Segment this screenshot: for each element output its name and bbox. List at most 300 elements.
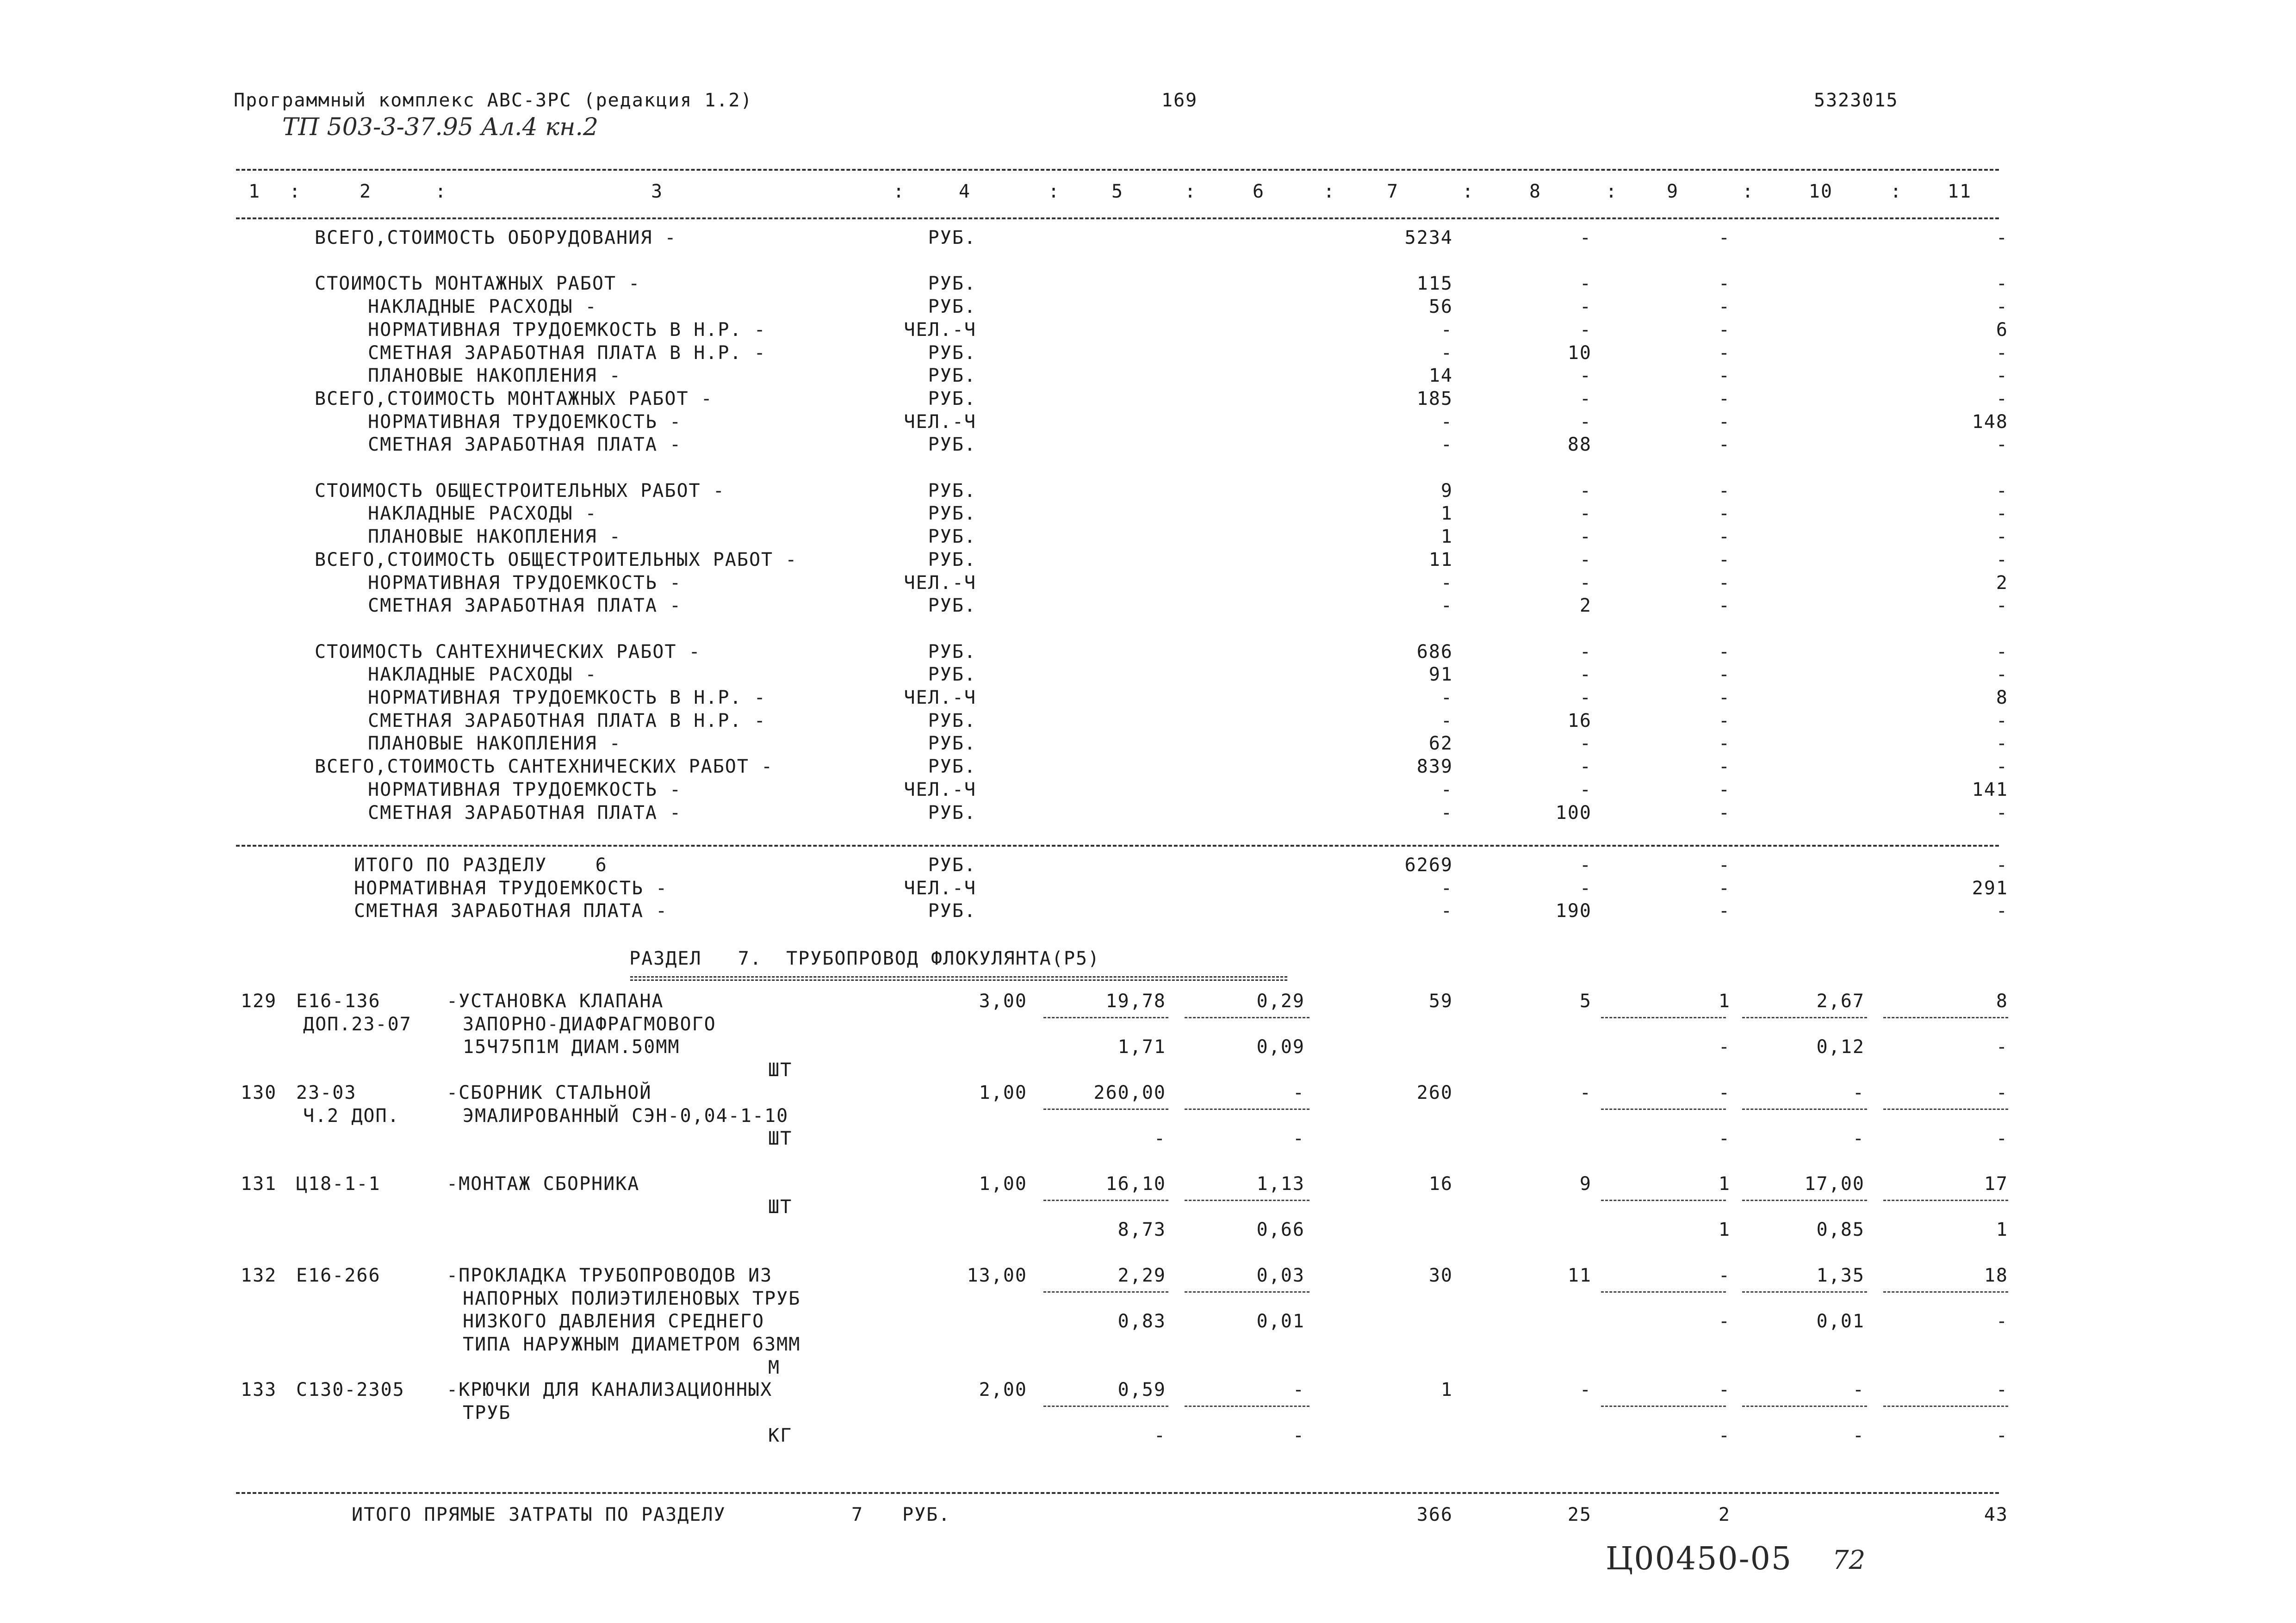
item-c11-sub: 1 [1996, 1219, 2008, 1241]
summary-c8: - [1579, 572, 1592, 594]
summary-c8: - [1579, 687, 1592, 708]
item-c8: 5 [1579, 991, 1592, 1012]
summary-c8: 16 [1567, 710, 1592, 731]
item-number: 131 [241, 1173, 277, 1195]
fraction-rule [1601, 1406, 1726, 1407]
total-unit: РУБ. [928, 855, 976, 876]
document-number: 5323015 [1814, 90, 1899, 111]
summary-c7: 62 [1428, 733, 1453, 755]
summary-unit: ЧЕЛ.-Ч [904, 319, 976, 341]
item-c11: 17 [1984, 1173, 2008, 1195]
summary-c7: 5234 [1404, 227, 1453, 248]
item-c5: 2,29 [1117, 1265, 1166, 1286]
summary-c9: - [1718, 733, 1731, 755]
item-c8: - [1579, 1082, 1592, 1103]
summary-c11: - [1996, 480, 2008, 502]
item-code: Е16-266 [296, 1265, 381, 1286]
summary-c11: - [1996, 365, 2008, 387]
column-number: 5 [1111, 181, 1124, 202]
item-c11: - [1996, 1379, 2008, 1400]
total-c9: - [1718, 877, 1731, 899]
summary-c7: 839 [1416, 756, 1453, 778]
summary-c9: - [1718, 595, 1731, 617]
fraction-rule [1185, 1017, 1309, 1018]
section7-total-rule [236, 1492, 1999, 1494]
item-c10-sub: 0,01 [1816, 1311, 1865, 1332]
column-separator-dots: : [1606, 181, 1618, 202]
summary-unit: РУБ. [928, 273, 976, 295]
summary-c9: - [1718, 549, 1731, 570]
summary-c7: - [1440, 342, 1453, 364]
summary-c11: - [1996, 434, 2008, 456]
column-separator-dots: : [435, 181, 447, 202]
summary-c7: 91 [1428, 664, 1453, 686]
summary-c9: - [1718, 388, 1731, 409]
total-c11: 291 [1972, 877, 2008, 899]
summary-c8: - [1579, 273, 1592, 295]
summary-c7: - [1440, 319, 1453, 341]
item-c10: - [1852, 1379, 1865, 1400]
summary-unit: РУБ. [928, 664, 976, 686]
summary-c7: 1 [1440, 526, 1453, 548]
summary-unit: РУБ. [928, 641, 976, 663]
summary-label: ПЛАНОВЫЕ НАКОПЛЕНИЯ - [368, 733, 621, 755]
fraction-rule [1601, 1017, 1726, 1018]
summary-c11: 141 [1972, 779, 2008, 800]
summary-c7: - [1440, 595, 1453, 617]
summary-c9: - [1718, 664, 1731, 686]
item-code: ДОП.23-07 [303, 1013, 412, 1035]
item-c5-sub: 1,71 [1117, 1036, 1166, 1058]
summary-c8: - [1579, 549, 1592, 570]
summary-c9: - [1718, 273, 1731, 295]
summary-unit: ЧЕЛ.-Ч [904, 572, 976, 594]
summary-c8: 88 [1567, 434, 1592, 456]
item-c9-sub: - [1718, 1128, 1731, 1150]
total-c8: - [1579, 877, 1592, 899]
section7-total-c11: 43 [1984, 1504, 2008, 1525]
summary-c11: - [1996, 342, 2008, 364]
fraction-rule [1883, 1109, 2008, 1110]
fraction-rule [1601, 1109, 1726, 1110]
summary-c11: - [1996, 296, 2008, 318]
item-c9: - [1718, 1082, 1731, 1103]
column-separator-dots: : [1185, 181, 1197, 202]
summary-c9: - [1718, 756, 1731, 778]
item-c6-sub: 0,09 [1256, 1036, 1305, 1058]
total-c7: - [1440, 877, 1453, 899]
summary-c11: - [1996, 664, 2008, 686]
item-c8: 9 [1579, 1173, 1592, 1195]
summary-c9: - [1718, 641, 1731, 663]
total-unit: РУБ. [928, 900, 976, 922]
fraction-rule [1883, 1200, 2008, 1201]
summary-c9: - [1718, 526, 1731, 548]
fraction-rule [1043, 1200, 1168, 1201]
section7-total-label: ИТОГО ПРЯМЫЕ ЗАТРАТЫ ПО РАЗДЕЛУ [352, 1504, 726, 1525]
item-c10-sub: - [1852, 1425, 1865, 1447]
summary-c11: - [1996, 388, 2008, 409]
item-c6: - [1292, 1379, 1305, 1400]
item-c6: - [1292, 1082, 1305, 1103]
fraction-rule [1883, 1291, 2008, 1293]
summary-label: ВСЕГО,СТОИМОСТЬ САНТЕХНИЧЕСКИХ РАБОТ - [315, 756, 774, 778]
column-separator-dots: : [1742, 181, 1755, 202]
header-rule-top [236, 169, 1999, 171]
summary-label: НОРМАТИВНАЯ ТРУДОЕМКОСТЬ В Н.Р. - [368, 319, 766, 341]
column-separator-dots: : [289, 181, 302, 202]
header-rule-bottom [236, 217, 1999, 219]
summary-c11: - [1996, 802, 2008, 824]
item-number: 133 [241, 1379, 277, 1400]
item-c5-sub: 8,73 [1117, 1219, 1166, 1241]
summary-c8: - [1579, 296, 1592, 318]
column-separator-dots: : [893, 181, 906, 202]
summary-c7: 185 [1416, 388, 1453, 409]
summary-c11: 148 [1972, 411, 2008, 433]
summary-c7: 56 [1428, 296, 1453, 318]
item-c10: 17,00 [1804, 1173, 1865, 1195]
total-c7: 6269 [1404, 855, 1453, 876]
summary-unit: РУБ. [928, 733, 976, 755]
item-description: -СБОРНИК СТАЛЬНОЙ [447, 1082, 652, 1103]
summary-c11: 6 [1996, 319, 2008, 341]
item-c9: 1 [1718, 1173, 1731, 1195]
item-c11-sub: - [1996, 1036, 2008, 1058]
item-c10: 2,67 [1816, 991, 1865, 1012]
item-description: -ПРОКЛАДКА ТРУБОПРОВОДОВ ИЗ [447, 1265, 773, 1286]
summary-label: СМЕТНАЯ ЗАРАБОТНАЯ ПЛАТА - [368, 434, 682, 456]
summary-label: СТОИМОСТЬ ОБЩЕСТРОИТЕЛЬНЫХ РАБОТ - [315, 480, 725, 502]
summary-c8: - [1579, 526, 1592, 548]
summary-c7: - [1440, 572, 1453, 594]
item-code: Ц18-1-1 [296, 1173, 381, 1195]
item-c6: 0,29 [1256, 991, 1305, 1012]
section7-total-unit: РУБ. [902, 1504, 951, 1525]
item-unit: КГ [768, 1425, 793, 1447]
column-number: 11 [1947, 181, 1972, 202]
section7-total-section: 7 [851, 1504, 864, 1525]
fraction-rule [1601, 1291, 1726, 1293]
section6-total-rule [236, 845, 1999, 847]
item-c11: 18 [1984, 1265, 2008, 1286]
item-c10: 1,35 [1816, 1265, 1865, 1286]
item-unit: ШТ [768, 1128, 793, 1150]
summary-c8: - [1579, 779, 1592, 800]
item-c9-sub: 1 [1718, 1219, 1731, 1241]
item-c6: 1,13 [1256, 1173, 1305, 1195]
summary-c11: - [1996, 526, 2008, 548]
item-description: ТИПА НАРУЖНЫМ ДИАМЕТРОМ 63ММ [463, 1334, 801, 1356]
summary-unit: ЧЕЛ.-Ч [904, 779, 976, 800]
item-c7: 59 [1428, 991, 1453, 1012]
summary-c9: - [1718, 710, 1731, 731]
total-c9: - [1718, 900, 1731, 922]
summary-c11: - [1996, 733, 2008, 755]
item-code: Ч.2 ДОП. [303, 1105, 400, 1127]
item-c6-sub: - [1292, 1425, 1305, 1447]
item-c6-sub: - [1292, 1128, 1305, 1150]
summary-label: СТОИМОСТЬ САНТЕХНИЧЕСКИХ РАБОТ - [315, 641, 701, 663]
summary-c9: - [1718, 411, 1731, 433]
total-c7: - [1440, 900, 1453, 922]
item-c8: 11 [1567, 1265, 1592, 1286]
summary-c11: - [1996, 756, 2008, 778]
item-unit: ШТ [768, 1059, 793, 1081]
item-c11-sub: - [1996, 1311, 2008, 1332]
summary-unit: РУБ. [928, 802, 976, 824]
item-quantity: 2,00 [979, 1379, 1027, 1400]
summary-label: ВСЕГО,СТОИМОСТЬ ОБОРУДОВАНИЯ - [315, 227, 677, 248]
summary-unit: ЧЕЛ.-Ч [904, 687, 976, 708]
item-number: 130 [241, 1082, 277, 1103]
fraction-rule [1883, 1406, 2008, 1407]
handwritten-reference: ТП 503-3-37.95 Ал.4 кн.2 [282, 113, 598, 141]
summary-c8: - [1579, 227, 1592, 248]
fraction-rule [1742, 1200, 1867, 1201]
item-c5-sub: 0,83 [1117, 1311, 1166, 1332]
summary-label: ВСЕГО,СТОИМОСТЬ МОНТАЖНЫХ РАБОТ - [315, 388, 713, 409]
summary-c11: - [1996, 503, 2008, 525]
summary-c7: - [1440, 802, 1453, 824]
summary-label: СМЕТНАЯ ЗАРАБОТНАЯ ПЛАТА - [368, 595, 682, 617]
summary-unit: РУБ. [928, 503, 976, 525]
summary-unit: РУБ. [928, 342, 976, 364]
summary-c8: 10 [1567, 342, 1592, 364]
item-c5: 16,10 [1105, 1173, 1166, 1195]
summary-c11: - [1996, 273, 2008, 295]
column-number: 8 [1529, 181, 1542, 202]
summary-label: СМЕТНАЯ ЗАРАБОТНАЯ ПЛАТА - [368, 802, 682, 824]
summary-c7: - [1440, 411, 1453, 433]
item-number: 132 [241, 1265, 277, 1286]
summary-c8: - [1579, 664, 1592, 686]
summary-c9: - [1718, 296, 1731, 318]
fraction-rule [1043, 1017, 1168, 1018]
item-code: 23-03 [296, 1082, 357, 1103]
item-description: -КРЮЧКИ ДЛЯ КАНАЛИЗАЦИОННЫХ [447, 1379, 773, 1400]
total-label: ИТОГО ПО РАЗДЕЛУ 6 [354, 855, 608, 876]
item-c10-sub: 0,12 [1816, 1036, 1865, 1058]
summary-unit: РУБ. [928, 227, 976, 248]
item-c9: 1 [1718, 991, 1731, 1012]
item-c5: 260,00 [1093, 1082, 1166, 1103]
summary-label: СМЕТНАЯ ЗАРАБОТНАЯ ПЛАТА В Н.Р. - [368, 710, 766, 731]
item-c5-sub: - [1154, 1425, 1166, 1447]
summary-unit: РУБ. [928, 526, 976, 548]
summary-c9: - [1718, 687, 1731, 708]
total-c8: 190 [1555, 900, 1592, 922]
summary-c11: - [1996, 549, 2008, 570]
handwritten-page-mark: 72 [1832, 1545, 1866, 1575]
column-separator-dots: : [1890, 181, 1903, 202]
column-number: 6 [1252, 181, 1265, 202]
summary-c7: - [1440, 779, 1453, 800]
item-c9-sub: - [1718, 1311, 1731, 1332]
column-separator-dots: : [1462, 181, 1475, 202]
summary-c7: - [1440, 434, 1453, 456]
summary-c9: - [1718, 342, 1731, 364]
item-c11: 8 [1996, 991, 2008, 1012]
summary-c8: 100 [1555, 802, 1592, 824]
item-description: -УСТАНОВКА КЛАПАНА [447, 991, 664, 1012]
summary-unit: РУБ. [928, 388, 976, 409]
summary-unit: РУБ. [928, 595, 976, 617]
summary-unit: РУБ. [928, 296, 976, 318]
summary-c7: - [1440, 710, 1453, 731]
total-unit: ЧЕЛ.-Ч [904, 877, 976, 899]
summary-c7: 115 [1416, 273, 1453, 295]
fraction-rule [1185, 1406, 1309, 1407]
item-c5: 19,78 [1105, 991, 1166, 1012]
total-label: СМЕТНАЯ ЗАРАБОТНАЯ ПЛАТА - [354, 900, 668, 922]
section7-title: РАЗДЕЛ 7. ТРУБОПРОВОД ФЛОКУЛЯНТА(Р5) [629, 948, 1100, 969]
fraction-rule [1043, 1291, 1168, 1293]
item-description: ЗАПОРНО-ДИАФРАГМОВОГО [463, 1013, 716, 1035]
total-c9: - [1718, 855, 1731, 876]
summary-label: НАКЛАДНЫЕ РАСХОДЫ - [368, 664, 597, 686]
summary-unit: РУБ. [928, 756, 976, 778]
summary-c9: - [1718, 227, 1731, 248]
summary-c9: - [1718, 434, 1731, 456]
summary-c9: - [1718, 802, 1731, 824]
summary-c9: - [1718, 779, 1731, 800]
summary-c7: 1 [1440, 503, 1453, 525]
summary-c11: - [1996, 641, 2008, 663]
column-number: 9 [1666, 181, 1679, 202]
handwritten-stamp-number: Ц00450-05 [1606, 1541, 1793, 1577]
item-c11-sub: - [1996, 1128, 2008, 1150]
column-number: 3 [651, 181, 664, 202]
item-c10: - [1852, 1082, 1865, 1103]
summary-label: НОРМАТИВНАЯ ТРУДОЕМКОСТЬ - [368, 411, 682, 433]
item-description: НИЗКОГО ДАВЛЕНИЯ СРЕДНЕГО [463, 1311, 765, 1332]
item-description: -МОНТАЖ СБОРНИКА [447, 1173, 640, 1195]
fraction-rule [1043, 1109, 1168, 1110]
section7-total-c8: 25 [1567, 1504, 1592, 1525]
total-label: НОРМАТИВНАЯ ТРУДОЕМКОСТЬ - [354, 877, 668, 899]
column-number: 10 [1808, 181, 1833, 202]
item-c9: - [1718, 1265, 1731, 1286]
summary-c8: - [1579, 411, 1592, 433]
summary-c11: - [1996, 227, 2008, 248]
fraction-rule [1601, 1200, 1726, 1201]
fraction-rule [1742, 1291, 1867, 1293]
summary-unit: РУБ. [928, 710, 976, 731]
item-c5: 0,59 [1117, 1379, 1166, 1400]
summary-unit: РУБ. [928, 480, 976, 502]
summary-c11: - [1996, 710, 2008, 731]
summary-c7: 11 [1428, 549, 1453, 570]
item-quantity: 3,00 [979, 991, 1027, 1012]
summary-label: НАКЛАДНЫЕ РАСХОДЫ - [368, 296, 597, 318]
summary-c8: - [1579, 365, 1592, 387]
column-number: 2 [359, 181, 372, 202]
item-c9-sub: - [1718, 1036, 1731, 1058]
item-description: ТРУБ [463, 1402, 511, 1424]
summary-label: ВСЕГО,СТОИМОСТЬ ОБЩЕСТРОИТЕЛЬНЫХ РАБОТ - [315, 549, 798, 570]
item-c6-sub: 0,01 [1256, 1311, 1305, 1332]
summary-unit: РУБ. [928, 549, 976, 570]
summary-label: СТОИМОСТЬ МОНТАЖНЫХ РАБОТ - [315, 273, 641, 295]
fraction-rule [1742, 1406, 1867, 1407]
summary-c11: 2 [1996, 572, 2008, 594]
summary-c7: 686 [1416, 641, 1453, 663]
item-c7: 1 [1440, 1379, 1453, 1400]
summary-c11: - [1996, 595, 2008, 617]
item-code: Е16-136 [296, 991, 381, 1012]
item-c9-sub: - [1718, 1425, 1731, 1447]
column-number: 4 [958, 181, 971, 202]
total-c8: - [1579, 855, 1592, 876]
item-unit: М [768, 1357, 781, 1378]
summary-label: НОРМАТИВНАЯ ТРУДОЕМКОСТЬ - [368, 779, 682, 800]
fraction-rule [1742, 1017, 1867, 1018]
fraction-rule [1043, 1406, 1168, 1407]
summary-label: ПЛАНОВЫЕ НАКОПЛЕНИЯ - [368, 365, 621, 387]
item-quantity: 1,00 [979, 1082, 1027, 1103]
item-number: 129 [241, 991, 277, 1012]
item-c11: - [1996, 1082, 2008, 1103]
item-quantity: 13,00 [967, 1265, 1027, 1286]
item-c9: - [1718, 1379, 1731, 1400]
section7-total-c9: 2 [1718, 1504, 1731, 1525]
item-c8: - [1579, 1379, 1592, 1400]
summary-c7: 9 [1440, 480, 1453, 502]
item-description: ЭМАЛИРОВАННЫЙ СЭН-0,04-1-10 [463, 1105, 789, 1127]
program-title: Программный комплекс АВС-3РС (редакция 1.2) [234, 90, 753, 111]
summary-c8: 2 [1579, 595, 1592, 617]
summary-c8: - [1579, 641, 1592, 663]
summary-c9: - [1718, 503, 1731, 525]
column-separator-dots: : [1048, 181, 1061, 202]
fraction-rule [1185, 1200, 1309, 1201]
column-number: 1 [248, 181, 261, 202]
summary-c8: - [1579, 503, 1592, 525]
column-separator-dots: : [1323, 181, 1336, 202]
fraction-rule [1883, 1017, 2008, 1018]
total-c11: - [1996, 900, 2008, 922]
summary-c9: - [1718, 572, 1731, 594]
summary-c9: - [1718, 480, 1731, 502]
summary-unit: РУБ. [928, 365, 976, 387]
summary-label: НОРМАТИВНАЯ ТРУДОЕМКОСТЬ - [368, 572, 682, 594]
item-c11-sub: - [1996, 1425, 2008, 1447]
item-unit: ШТ [768, 1196, 793, 1218]
item-c7: 260 [1416, 1082, 1453, 1103]
item-c10-sub: - [1852, 1128, 1865, 1150]
summary-unit: ЧЕЛ.-Ч [904, 411, 976, 433]
summary-c8: - [1579, 733, 1592, 755]
summary-c7: - [1440, 687, 1453, 708]
summary-c8: - [1579, 756, 1592, 778]
summary-label: СМЕТНАЯ ЗАРАБОТНАЯ ПЛАТА В Н.Р. - [368, 342, 766, 364]
summary-c7: 14 [1428, 365, 1453, 387]
summary-unit: РУБ. [928, 434, 976, 456]
item-c7: 16 [1428, 1173, 1453, 1195]
item-code: С130-2305 [296, 1379, 405, 1400]
fraction-rule [1185, 1291, 1309, 1293]
item-description: 15Ч75П1М ДИАМ.50ММ [463, 1036, 680, 1058]
summary-c8: - [1579, 388, 1592, 409]
item-quantity: 1,00 [979, 1173, 1027, 1195]
item-description: НАПОРНЫХ ПОЛИЭТИЛЕНОВЫХ ТРУБ [463, 1288, 801, 1309]
summary-c11: 8 [1996, 687, 2008, 708]
item-c10-sub: 0,85 [1816, 1219, 1865, 1241]
section7-title-underline [630, 976, 1287, 981]
column-number: 7 [1386, 181, 1399, 202]
fraction-rule [1185, 1109, 1309, 1110]
